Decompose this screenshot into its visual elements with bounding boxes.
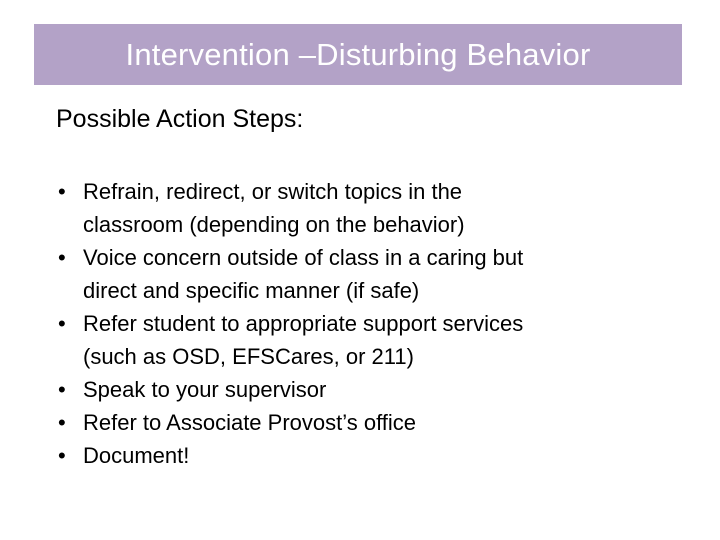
list-item-text — [83, 307, 656, 373]
list-item — [56, 307, 656, 373]
list-item-line: Refer student to appropriate support services — [83, 311, 524, 336]
list-item-text: Document! — [83, 443, 190, 468]
bullet-icon: • — [58, 311, 66, 336]
list-item-text — [83, 241, 656, 307]
action-steps-list — [56, 175, 656, 472]
list-item-text: Refer to Associate Provost’s office — [83, 410, 417, 435]
list-item-line: (such as OSD, EFSCares, or 211) — [83, 344, 414, 369]
bullet-icon: • — [58, 245, 66, 270]
list-item-text: Speak to your supervisor — [83, 377, 327, 402]
bullet-icon: • — [58, 443, 66, 468]
list-item-line: Voice concern outside of class in a caring but — [83, 245, 524, 270]
bullet-icon: • — [58, 377, 66, 402]
list-item-text — [83, 175, 656, 241]
list-item — [56, 373, 656, 406]
list-item — [56, 439, 656, 472]
bullet-icon: • — [58, 179, 66, 204]
list-item-line: Refrain, redirect, or switch topics in the — [83, 179, 463, 204]
list-item — [56, 175, 656, 241]
bullet-icon: • — [58, 410, 66, 435]
slide-subtitle: Possible Action Steps: — [56, 105, 304, 133]
list-item-line: classroom (depending on the behavior) — [83, 212, 465, 237]
list-item — [56, 406, 656, 439]
list-item-line: direct and specific manner (if safe) — [83, 278, 420, 303]
slide-title: Intervention –Disturbing Behavior — [125, 36, 591, 72]
title-bar — [34, 24, 682, 85]
list-item — [56, 241, 656, 307]
